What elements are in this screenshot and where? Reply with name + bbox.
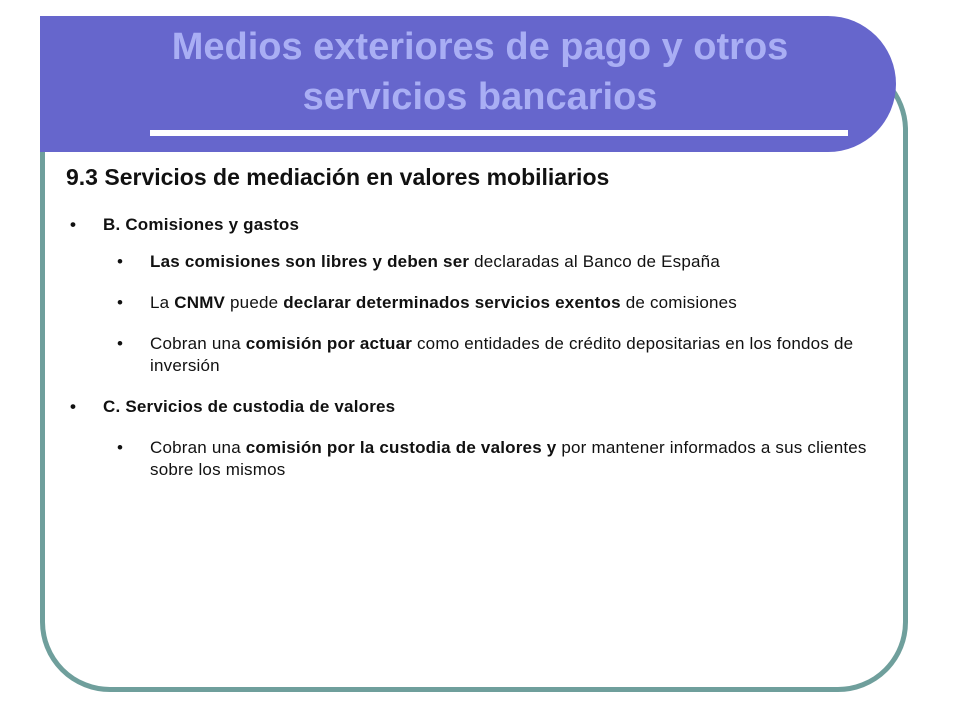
bullet-b2-bold-1: CNMV — [174, 293, 226, 312]
bullet-b3-text-2: como entidades de crédito depositarias en los fondos de inversión — [150, 334, 854, 375]
bullet-c1-bold: comisión por la custodia de valores y — [245, 438, 557, 457]
bullet-b3 — [113, 333, 896, 377]
bullet-c1 — [113, 437, 896, 481]
bullet-b2-bold-2: declarar determinados servicios exentos — [283, 293, 621, 312]
bullet-b2-text-3: de comisiones — [620, 293, 737, 312]
slide-title — [100, 22, 860, 122]
title-line-1: Medios exteriores de pago y otros — [171, 26, 789, 68]
bullet-b3-bold: comisión por actuar — [245, 334, 413, 353]
bullet-b2-text-2: puede — [225, 293, 284, 312]
bullet-b2-text-1: La — [150, 293, 175, 312]
bullet-c1-text-1: Cobran una — [150, 438, 246, 457]
bullet-b1 — [113, 251, 896, 273]
bullet-b3-text-1: Cobran una — [150, 334, 246, 353]
bullet-section-c: • C. Servicios de custodia de valores — [66, 396, 896, 418]
slide-content — [66, 162, 896, 500]
bullet-b2 — [113, 292, 896, 314]
bullet-section-b: • B. Comisiones y gastos — [66, 214, 896, 236]
title-line-2: servicios bancarios — [302, 76, 658, 118]
bullet-c1-text-2: por mantener informados a sus clientes sobre los mismos — [150, 438, 867, 479]
section-subtitle: 9.3 Servicios de mediación en valores mobiliarios — [66, 164, 610, 190]
bullet-b1-text: declaradas al Banco de España — [469, 252, 720, 271]
bullet-b1-bold: Las comisiones son libres y deben ser — [150, 252, 470, 271]
title-divider — [150, 130, 848, 136]
